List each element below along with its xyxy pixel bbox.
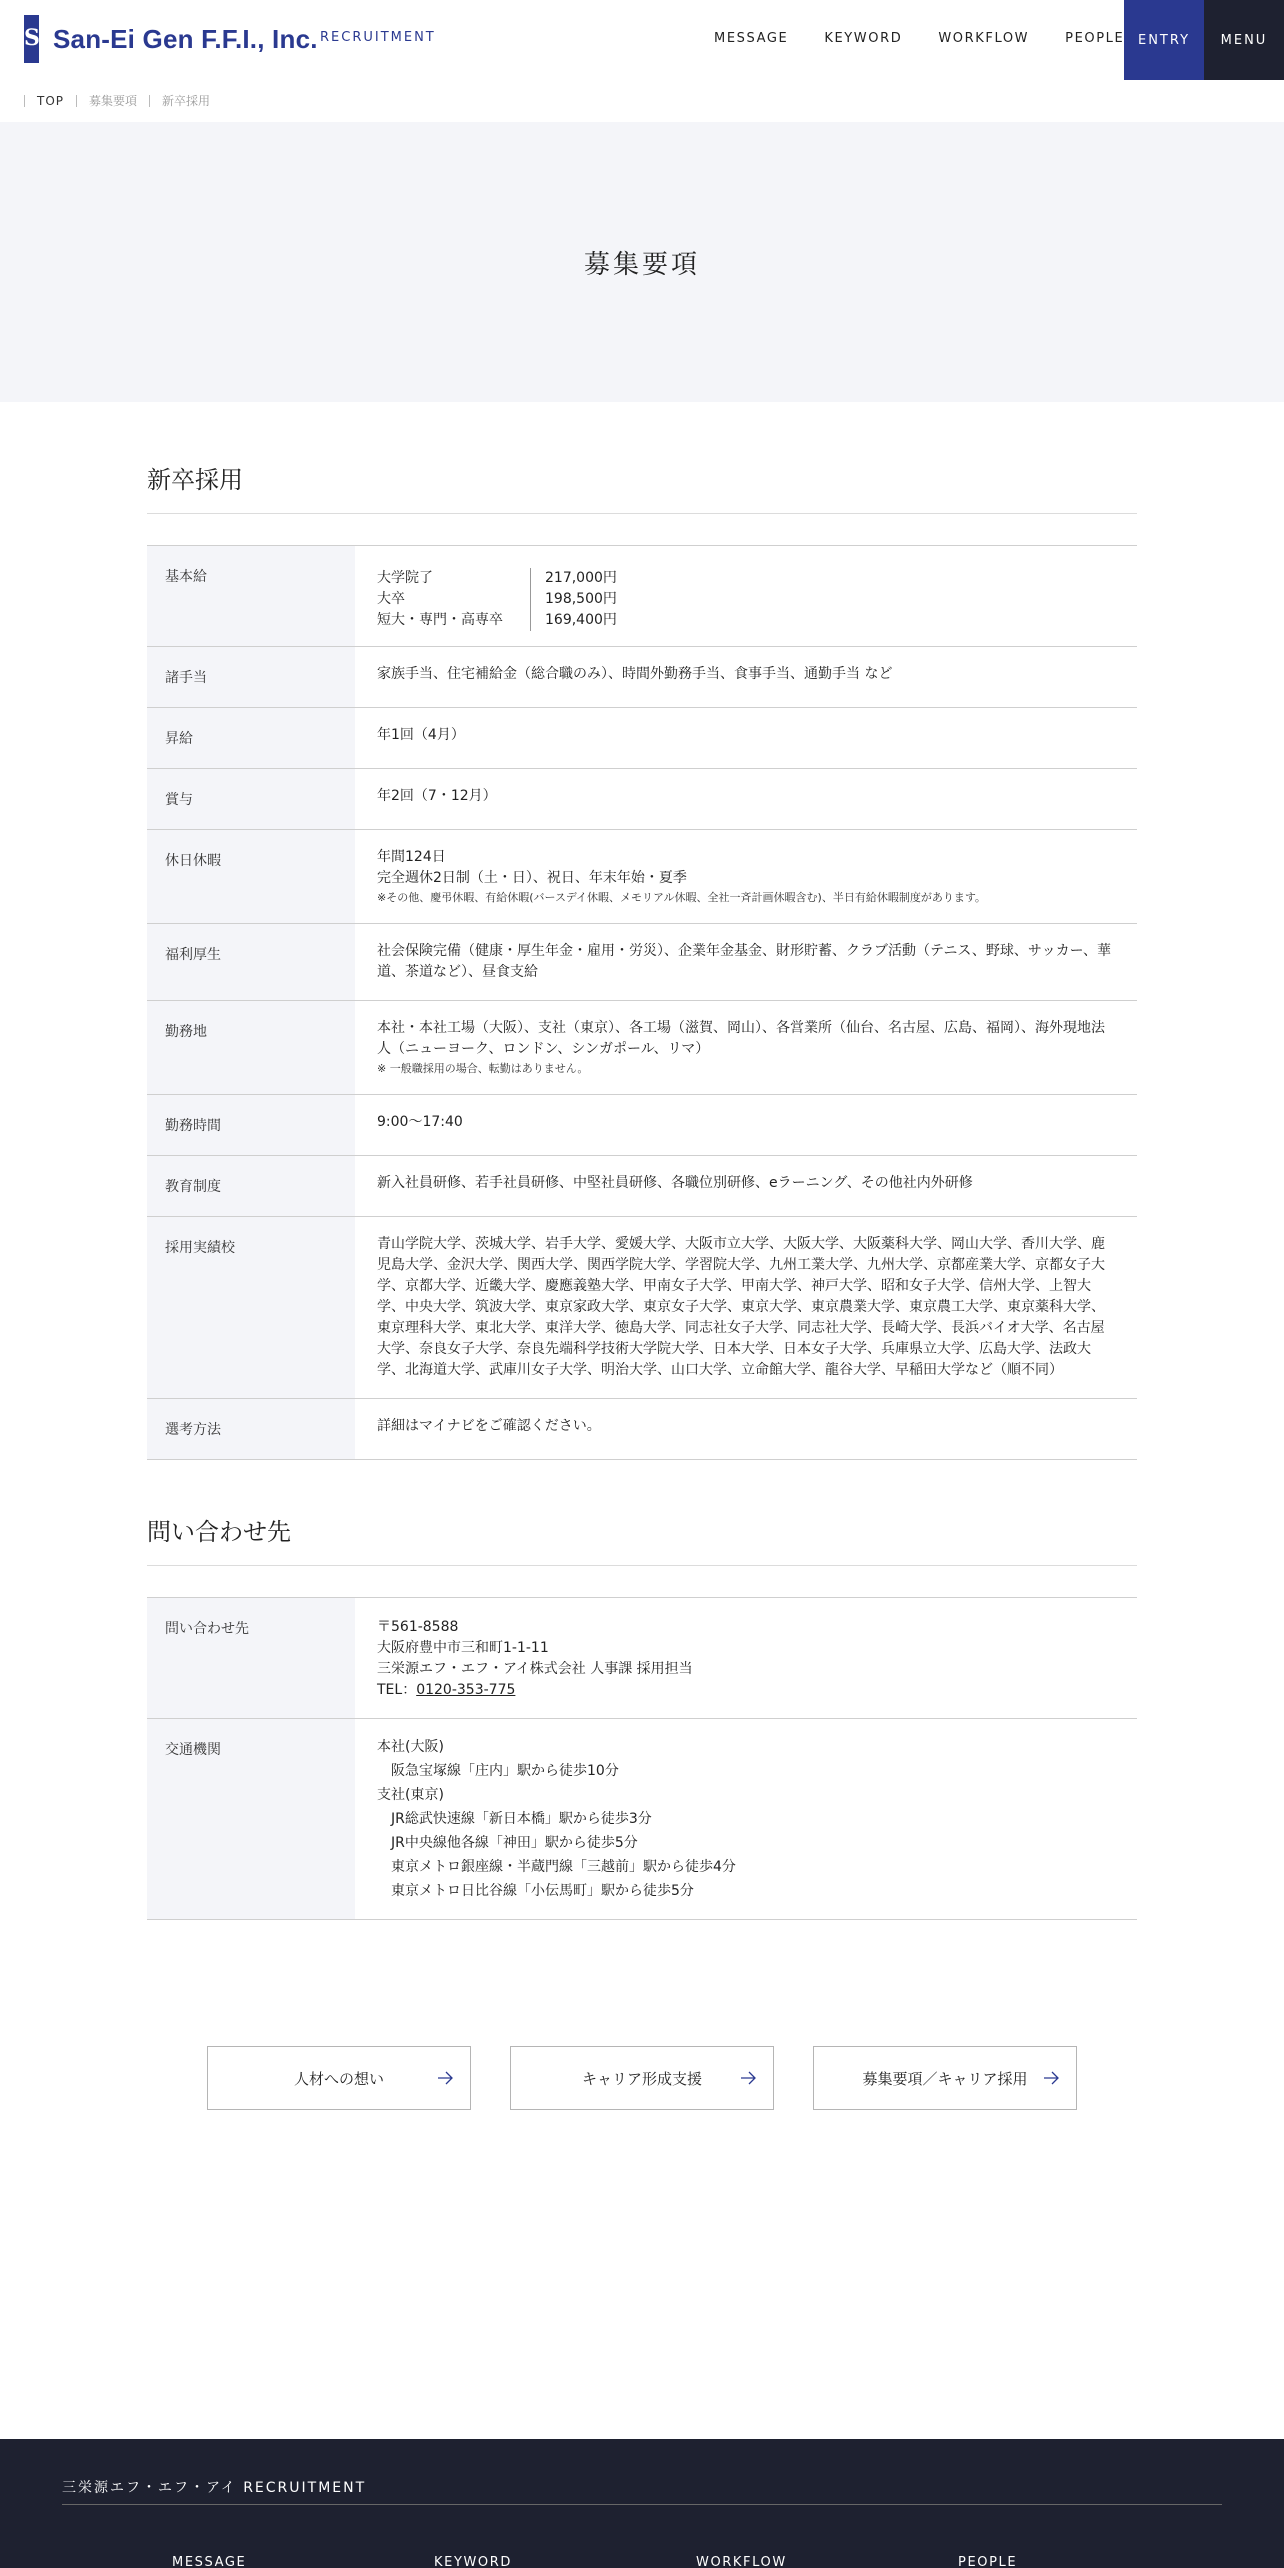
schools-value: 青山学院大学、茨城大学、岩手大学、愛媛大学、大阪市立大学、大阪大学、大阪薬科大学、岡山大学、香川大学、鹿児島大学、金沢大学、関西大学、関西学院大学、学習院大学、九州工業大学、九州大学、京都産業大学、京都女子大学、京都大学、近畿大学、慶應義塾大学、甲南女子大学、甲南大学、神戸大学、昭和女子大学、信州大学、上智大学、中央大学、筑波大学、東京家政大学、東京女子大学、東京大学、東京農業大学、東京農工大学、東京薬科大学、東京理科大学、東北大学、東洋大学、徳島大学、同志社女子大学、同志社大学、長崎大学、長浜バイオ大学、名古屋大学、奈良女子大学、奈良先端科学技術大学院大学、日本大学、日本女子大学、兵庫県立大学、広島大学、法政大学、北海道大学、武庫川女子大学、明治大学、山口大学、立命館大学、龍谷大学、早稲田大学など（順不同） [377,1236,1105,1378]
row-label: 問い合わせ先 [147,1598,355,1718]
holiday-days: 年間124日 [377,849,446,865]
logo-mark-icon: S [24,15,39,63]
footer-nav [172,2555,1220,2568]
row-label: 勤務時間 [147,1095,355,1155]
salary-amount: 169,400円 [545,612,617,628]
nav-people[interactable]: PEOPLE [1065,31,1125,46]
footer-nav-workflow[interactable]: WORKFLOW [696,2555,787,2568]
entry-button[interactable]: ENTRY [1124,0,1204,80]
footer-nav-people[interactable]: PEOPLE [958,2555,1018,2568]
salary-label: 短大・専門・高専卒 [377,610,531,631]
table-row [147,708,1137,769]
table-row [147,1598,1137,1719]
access-line: 東京メトロ日比谷線「小伝馬町」駅から徒歩5分 [391,1883,694,1899]
selection-value: 詳細はマイナビをご確認ください。 [377,1418,601,1434]
raise-value: 年1回（4月） [377,727,465,743]
breadcrumb-separator [24,95,25,107]
logo-text: San-Ei Gen F.F.I., Inc. [53,23,318,54]
menu-button[interactable]: MENU [1204,0,1284,80]
logo[interactable] [24,14,318,64]
holiday-value [355,830,1137,923]
table-row [147,546,1137,647]
location-value [355,1001,1137,1094]
salary-value [355,546,1137,646]
row-label: 教育制度 [147,1156,355,1216]
footer-title: 三栄源エフ・エフ・アイ RECRUITMENT [62,2480,367,2496]
table-row [147,830,1137,924]
page-hero [0,122,1284,402]
link-button-label: 募集要項／キャリア採用 [862,2069,1028,2088]
footer-nav-keyword[interactable]: KEYWORD [434,2555,513,2568]
arrow-right-icon [1044,2071,1060,2085]
footer-divider [62,2504,1222,2505]
table-row [147,769,1137,830]
nav-workflow[interactable]: WORKFLOW [938,31,1030,46]
education-value: 新入社員研修、若手社員研修、中堅社員研修、各職位別研修、eラーニング、その他社内外研修 [377,1175,973,1191]
page-title: 募集要項 [583,250,700,280]
site-header [0,0,1284,80]
breadcrumb-top[interactable]: TOP [37,93,65,108]
section-title-new-graduate: 新卒採用 [147,460,1137,514]
contact-table [147,1597,1137,1920]
row-label: 採用実績校 [147,1217,355,1398]
row-label: 選考方法 [147,1399,355,1459]
table-row [147,1399,1137,1460]
access-line: 阪急宝塚線「庄内」駅から徒歩10分 [391,1763,619,1779]
access-tokyo: 支社(東京) [377,1787,444,1803]
contact-value [355,1598,1137,1718]
breadcrumb [24,92,210,109]
contact-postal: 〒561-8588 [377,1619,459,1635]
table-row [147,924,1137,1001]
arrow-right-icon [741,2071,757,2085]
welfare-value: 社会保険完備（健康・厚生年金・雇用・労災）、企業年金基金、財形貯蓄、クラブ活動（テニス、野球、サッカー、華道、茶道など）、昼食支給 [377,943,1112,980]
access-osaka: 本社(大阪) [377,1739,444,1755]
holiday-weekly: 完全週休2日制（土・日）、祝日、年末年始・夏季 [377,870,687,886]
global-nav [714,31,1160,46]
salary-label: 大卒 [377,589,531,610]
access-line: JR総武快速線「新日本橋」駅から徒歩3分 [391,1811,652,1827]
section-title-contact: 問い合わせ先 [147,1512,1137,1566]
breadcrumb-separator [149,95,150,107]
table-row [147,647,1137,708]
arrow-right-icon [438,2071,454,2085]
access-value [355,1719,1137,1919]
link-button-label: 人材への想い [293,2069,384,2088]
row-label: 賞与 [147,769,355,829]
link-button-talent[interactable] [207,2046,471,2110]
allowance-value: 家族手当、住宅補給金（総合職のみ）、時間外勤務手当、食事手当、通勤手当 など [377,666,893,682]
salary-amount: 198,500円 [545,591,617,607]
breadcrumb-current: 新卒採用 [162,94,211,108]
row-label: 勤務地 [147,1001,355,1094]
link-button-label: キャリア形成支援 [581,2069,702,2088]
salary-label: 大学院了 [377,568,531,589]
link-button-career-recruit[interactable] [813,2046,1077,2110]
tel-link[interactable]: 0120-353-775 [416,1682,516,1698]
nav-keyword[interactable]: KEYWORD [824,31,903,46]
breadcrumb-separator [76,95,77,107]
table-row [147,1095,1137,1156]
table-row [147,1719,1137,1920]
salary-amount: 217,000円 [545,570,617,586]
new-graduate-table [147,545,1137,1460]
link-button-career-support[interactable] [510,2046,774,2110]
row-label: 福利厚生 [147,924,355,1000]
table-row [147,1156,1137,1217]
row-label: 昇給 [147,708,355,768]
location-text: 本社・本社工場（大阪）、支社（東京）、各工場（滋賀、岡山）、各営業所（仙台、名古屋、広島、福岡）、海外現地法人（ニューヨーク、ロンドン、シンガポール、リマ） [377,1020,1105,1057]
row-label: 基本給 [147,546,355,646]
row-label: 諸手当 [147,647,355,707]
hours-value: 9:00〜17:40 [377,1114,463,1130]
footer-nav-message[interactable]: MESSAGE [172,2555,247,2568]
access-line: JR中央線他各線「神田」駅から徒歩5分 [391,1835,638,1851]
row-label: 交通機関 [147,1719,355,1919]
table-row [147,1001,1137,1095]
holiday-note: ※その他、慶弔休暇、有給休暇(バースデイ休暇、メモリアル休暇、全社一斉計画休暇含む)、半日有給休暇制度があります。 [377,891,986,904]
row-label: 休日休暇 [147,830,355,923]
breadcrumb-recruit-info[interactable]: 募集要項 [89,94,138,108]
contact-address: 大阪府豊中市三和町1-1-11 [377,1640,549,1656]
location-note: ※ 一般職採用の場合、転勤はありません。 [377,1062,589,1075]
access-line: 東京メトロ銀座線・半蔵門線「三越前」駅から徒歩4分 [391,1859,736,1875]
site-footer [0,2439,1284,2568]
nav-message[interactable]: MESSAGE [714,31,789,46]
bonus-value: 年2回（7・12月） [377,788,497,804]
contact-company: 三栄源エフ・エフ・アイ株式会社 人事課 採用担当 [377,1661,693,1677]
logo-subtitle: RECRUITMENT [320,30,436,45]
contact-tel: TEL：0120-353-775 [377,1682,516,1698]
table-row [147,1217,1137,1399]
